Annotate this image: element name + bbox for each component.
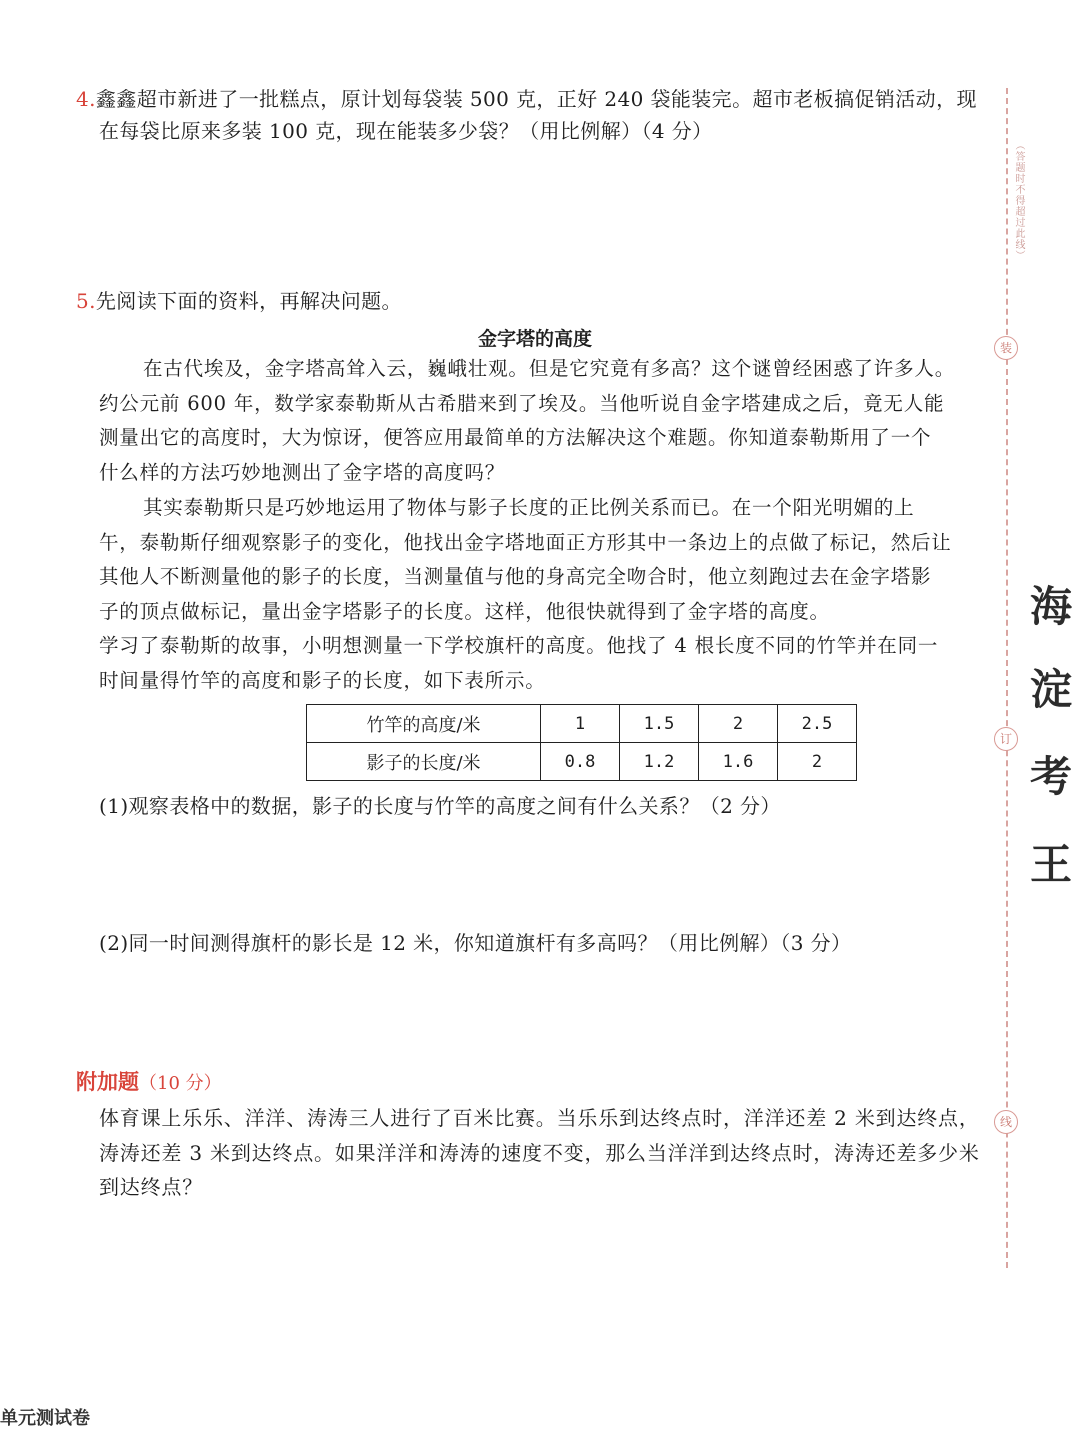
paragraph-line: 测量出它的高度时，大为惊讶，便答应用最简单的方法解决这个难题。你知道泰勒斯用了一个 (99, 426, 932, 449)
table-cell: 1 (541, 705, 620, 743)
footer-label: 单元测试卷 (0, 1408, 90, 1429)
bonus-points: （10 分） (139, 1073, 222, 1094)
paragraph-line: 午，泰勒斯仔细观察影子的变化，他找出金字塔地面正方形其中一条边上的点做了标记，然后让 (99, 530, 952, 554)
binding-circle-mark: 线 (994, 1110, 1018, 1134)
reading-paragraph-1 (99, 352, 955, 490)
bonus-heading (76, 1066, 222, 1096)
binding-note: （答题时不得超过此线） (1013, 140, 1024, 261)
table-cell: 1.6 (699, 743, 778, 781)
paragraph-line: 其实泰勒斯只是巧妙地运用了物体与影子长度的正比例关系而已。在一个阳光明媚的上 (143, 496, 915, 519)
paragraph-line: 体育课上乐乐、洋洋、涛涛三人进行了百米比赛。当乐乐到达终点时，洋洋还差 2 米到达终点， (99, 1106, 980, 1130)
paragraph-line: 其他人不断测量他的影子的长度，当测量值与他的身高完全吻合时，他立刻跑过去在金字塔影 (99, 565, 932, 588)
binding-circle-mark: 订 (994, 727, 1018, 751)
bonus-question (99, 1101, 980, 1205)
paragraph-line: 到达终点？ (99, 1175, 203, 1199)
binding-cut-line (1006, 88, 1008, 1268)
paragraph-line: 时间量得竹竿的高度和影子的长度，如下表所示。 (99, 668, 546, 692)
sub-question-2: (2)同一时间测得旗杆的影长是 12 米，你知道旗杆有多高吗？（用比例解）（3 分） (99, 931, 852, 955)
brand-char: 考 (1030, 752, 1073, 801)
paragraph-line: 涛涛还差 3 米到达终点。如果洋洋和涛涛的速度不变，那么当洋洋到达终点时，涛涛还差多少米 (99, 1140, 980, 1165)
table-cell: 1.5 (620, 705, 699, 743)
question-number: 5. (76, 289, 96, 313)
table-row-header: 影子的长度/米 (307, 743, 541, 781)
reading-paragraph-3 (99, 629, 938, 698)
reading-title: 金字塔的高度 (478, 328, 593, 350)
table-cell: 2 (699, 705, 778, 743)
table-row (307, 743, 857, 781)
brand-char: 淀 (1030, 665, 1073, 714)
bamboo-shadow-table (306, 704, 857, 781)
question-intro: 先阅读下面的资料，再解决问题。 (95, 289, 402, 313)
bonus-title: 附加题 (76, 1070, 139, 1094)
question-5 (76, 284, 402, 318)
paragraph-line: 什么样的方法巧妙地测出了金字塔的高度吗？ (99, 460, 506, 484)
table-cell: 2.5 (778, 705, 857, 743)
paragraph-line: 在古代埃及，金字塔高耸入云，巍峨壮观。但是它究竟有多高？这个谜曾经困惑了许多人。 (143, 357, 956, 380)
reading-paragraph-2 (99, 491, 952, 629)
table-row (307, 705, 857, 743)
question-text-line: 在每袋比原来多装 100 克，现在能装多少袋？（用比例解）（4 分） (99, 119, 713, 143)
table-cell: 0.8 (541, 743, 620, 781)
brand-char: 王 (1030, 840, 1073, 889)
table-row-header: 竹竿的高度/米 (307, 705, 541, 743)
table-cell: 2 (778, 743, 857, 781)
paragraph-line: 子的顶点做标记，量出金字塔影子的长度。这样，他很快就得到了金字塔的高度。 (99, 599, 830, 623)
paragraph-line: 约公元前 600 年，数学家泰勒斯从古希腊来到了埃及。当他听说自金字塔建成之后，竟无人能 (99, 391, 945, 415)
binding-circle-mark: 装 (994, 336, 1018, 360)
question-number: 4. (76, 87, 96, 111)
brand-char: 海 (1030, 582, 1073, 631)
table-cell: 1.2 (620, 743, 699, 781)
question-text-line: 鑫鑫超市新进了一批糕点，原计划每袋装 500 克，正好 240 袋能装完。超市老板搞促销活动，现 (95, 87, 977, 111)
question-4 (76, 82, 977, 116)
paragraph-line: 学习了泰勒斯的故事，小明想测量一下学校旗杆的高度。他找了 4 根长度不同的竹竿并在同一 (99, 634, 939, 657)
sub-question-1: (1)观察表格中的数据，影子的长度与竹竿的高度之间有什么关系？（2 分） (99, 794, 781, 818)
